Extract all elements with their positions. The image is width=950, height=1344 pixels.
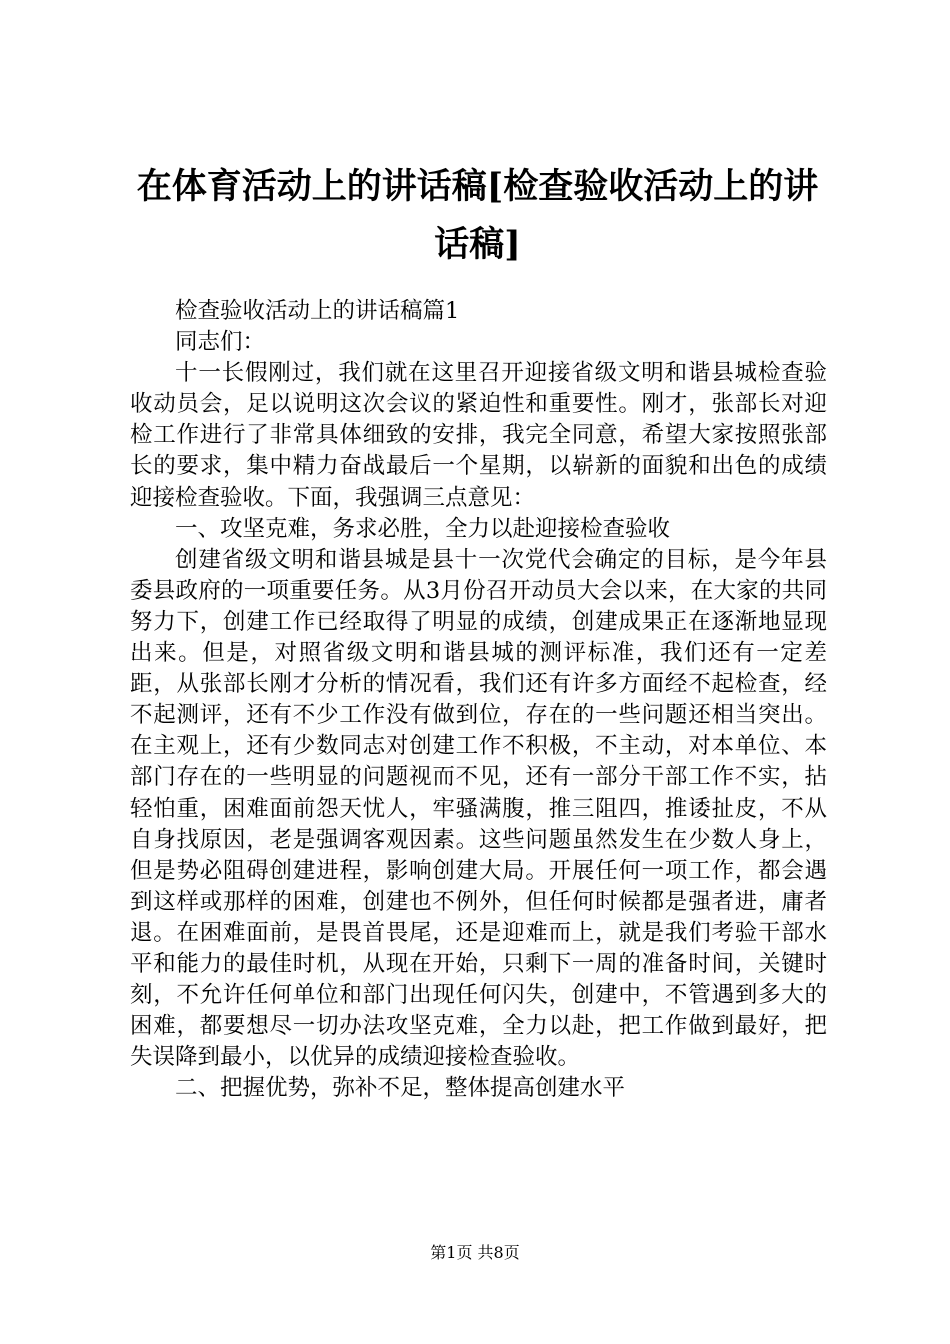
body-paragraph: 创建省级文明和谐县城是县十一次党代会确定的目标，是今年县委县政府的一项重要任务。从3月份召开动员大会以来，在大家的共同努力下，创建工作已经取得了明显的成绩，创建成果正在逐渐地显现出来。但是，对照省级文明和谐县城的测评标准，我们还有一定差距，从张部长刚才分析的情况看，我们还有许多方面经不起检查，经不起测评，还有不少工作没有做到位，存在的一些问题还相当突出。在主观上，还有少数同志对创建工作不积极，不主动，对本单位、本部门存在的一些明显的问题视而不见，还有一部分干部工作不实，拈轻怕重，困难面前怨天忧人，牢骚满腹，推三阻四，推诿扯皮，不从自身找原因，老是强调客观因素。这些问题虽然发生在少数人身上，但是势必阻碍创建进程，影响创建大局。开展任何一项工作，都会遇到这样或那样的困难，创建也不例外，但任何时候都是强者进，庸者退。在困难面前，是畏首畏尾，还是迎难而上，就是我们考验干部水平和能力的最佳时机，从现在开始，只剩下一周的准备时间，关键时刻，不允许任何单位和部门出现任何闪失，创建中，不管遇到多大的困难，都要想尽一切办法攻坚克难，全力以赴，把工作做到最好，把失误降到最小，以优异的成绩迎接检查验收。 xyxy=(130,546,827,1071)
section-heading: 检查验收活动上的讲话稿篇1 xyxy=(175,298,460,324)
page-footer: 第1页 共8页 xyxy=(430,1243,520,1262)
salutation: 同志们： xyxy=(175,329,266,356)
point-heading: 二、把握优势，弥补不足，整体提高创建水平 xyxy=(175,1075,626,1102)
document-body xyxy=(130,296,827,1104)
point-heading: 一、攻坚克难，务求必胜，全力以赴迎接检查验收 xyxy=(175,515,671,542)
document-title: 在体育活动上的讲话稿[检查验收活动上的讲话稿] xyxy=(136,166,819,265)
body-paragraph: 十一长假刚过，我们就在这里召开迎接省级文明和谐县城检查验收动员会，足以说明这次会议的紧迫性和重要性。刚才，张部长对迎检工作进行了非常具体细致的安排，我完全同意，希望大家按照张部长的要求，集中精力奋战最后一个星期，以崭新的面貌和出色的成绩迎接检查验收。下面，我强调三点意见： xyxy=(130,360,827,511)
